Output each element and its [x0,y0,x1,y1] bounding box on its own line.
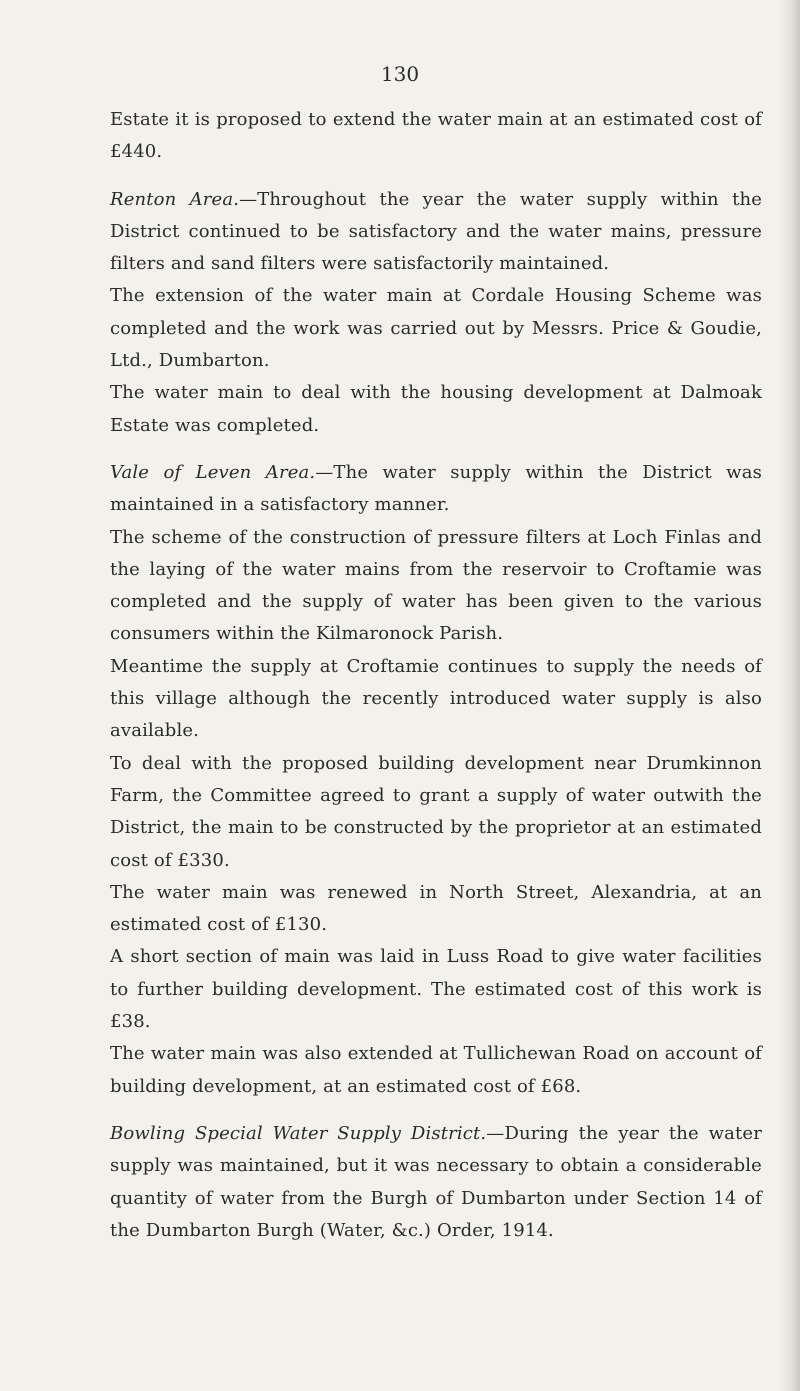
paragraph-tullichewan [110,1038,762,1103]
paragraph-cordale [110,280,762,377]
paragraph-text: —The water supply within the District was maintained in a satisfactory manner. [110,461,762,516]
paragraph-text: The extension of the water main at Cordale Housing Scheme was completed and the work was carried out by Messrs. Price & Goudie, Ltd., Dumbarton. [110,285,762,372]
paragraph-north-street [110,877,762,942]
section-heading-vale-of-leven: Vale of Leven Area. [110,461,316,483]
paragraph-text: Estate it is proposed to extend the water main at an estimated cost of £440. [110,109,762,163]
page-edge-shadow [778,0,800,1391]
body-text [110,104,762,1247]
paragraph-text: The water main was renewed in North Street, Alexandria, at an estimated cost of £130. [110,881,762,936]
paragraph-dalmoak [110,377,762,442]
page-number: 130 [380,62,420,86]
paragraph-text: The scheme of the construction of pressure filters at Loch Finlas and the laying of the water mains from the reservoir to Croftamie was completed and the supply of water has been given to the various consumers within the Kilmaronock Parish. [110,526,762,645]
section-heading-renton: Renton Area. [110,188,240,210]
paragraph-text: Meantime the supply at Croftamie continues to supply the needs of this village although the recently introduced water supply is also available. [110,655,762,742]
section-heading-bowling: Bowling Special Water Supply District. [110,1122,487,1144]
paragraph-croftamie [110,651,762,748]
paragraph-text: The water main to deal with the housing development at Dalmoak Estate was completed. [110,382,762,436]
paragraph-bowling [110,1118,762,1247]
paragraph-renton-area [110,184,762,281]
paragraph-loch-finlas [110,522,762,651]
paragraph-estate-extension [110,104,762,169]
paragraph-text: To deal with the proposed building development near Drumkinnon Farm, the Committee agreed to grant a supply of water outwith the District, the main to be constructed by the proprietor at an estimated cost of £330. [110,752,762,871]
paragraph-text: A short section of main was laid in Luss Road to give water facilities to further building development. The estimated cost of this work is £38. [110,946,762,1033]
paragraph-text: —During the year the water supply was maintained, but it was necessary to obtain a considerable quantity of water from the Burgh of Dumbarton under Section 14 of the Dumbarton Burgh (Water, &c.) Order, 1914. [110,1122,762,1241]
paragraph-luss-road [110,941,762,1038]
paragraph-text: The water main was also extended at Tullichewan Road on account of building development, at an estimated cost of £68. [110,1043,762,1097]
paragraph-text: —Throughout the year the water supply within the District continued to be satisfactory and the water mains, pressure filters and sand filters were satisfactorily maintained. [110,188,762,275]
paragraph-drumkinnon [110,748,762,877]
paragraph-vale-of-leven [110,457,762,522]
